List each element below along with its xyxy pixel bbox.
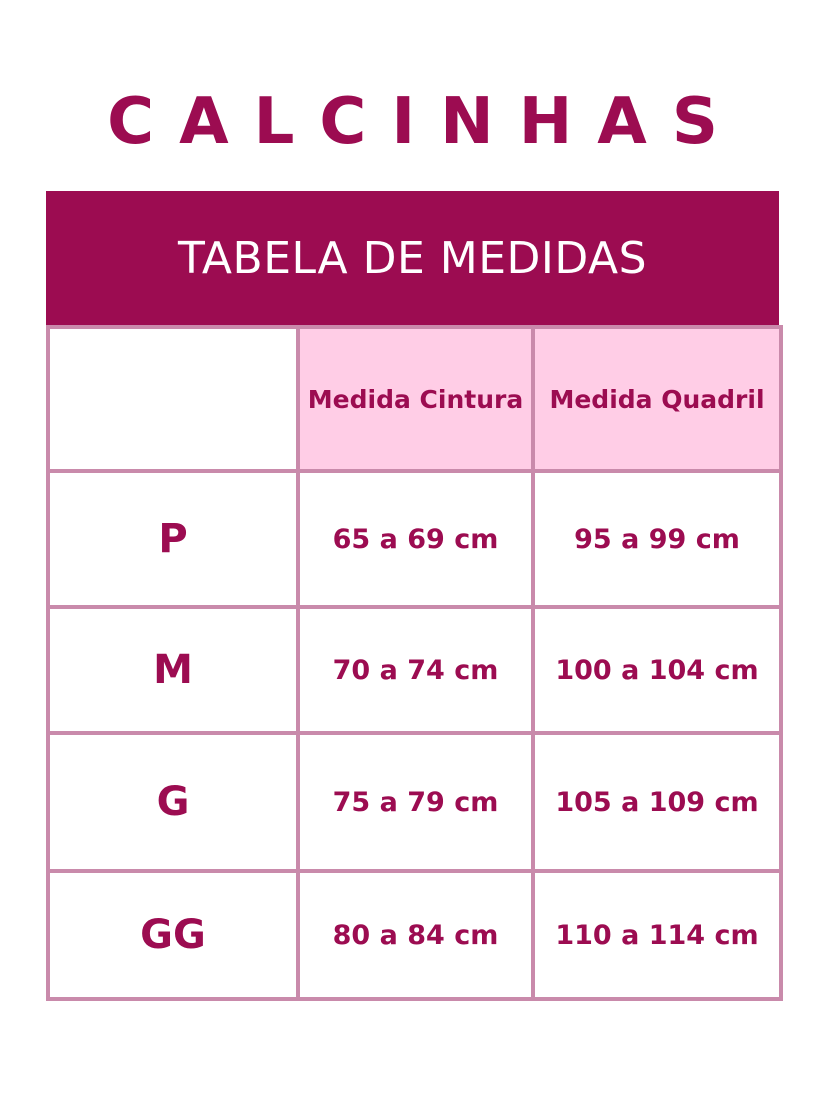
- size-label: GG: [48, 871, 298, 999]
- table-row: [48, 471, 781, 607]
- quadril-value: 105 a 109 cm: [533, 733, 781, 871]
- size-label: P: [48, 471, 298, 607]
- cintura-value: 70 a 74 cm: [298, 607, 533, 733]
- size-label: G: [48, 733, 298, 871]
- table-banner: [46, 191, 779, 325]
- header-cintura: Medida Cintura: [298, 327, 533, 471]
- header-blank-cell: [48, 327, 298, 471]
- cintura-value: 75 a 79 cm: [298, 733, 533, 871]
- cintura-value: 65 a 69 cm: [298, 471, 533, 607]
- table-row: [48, 733, 781, 871]
- quadril-value: 95 a 99 cm: [533, 471, 781, 607]
- page-title: CALCINHAS: [107, 85, 743, 159]
- quadril-value: 100 a 104 cm: [533, 607, 781, 733]
- quadril-value: 110 a 114 cm: [533, 871, 781, 999]
- table-row: [48, 871, 781, 999]
- header-quadril: Medida Quadril: [533, 327, 781, 471]
- size-label: M: [48, 607, 298, 733]
- size-table: [46, 325, 783, 1001]
- banner-title: TABELA DE MEDIDAS: [177, 232, 648, 284]
- table-header-row: [48, 327, 781, 471]
- table-row: [48, 607, 781, 733]
- cintura-value: 80 a 84 cm: [298, 871, 533, 999]
